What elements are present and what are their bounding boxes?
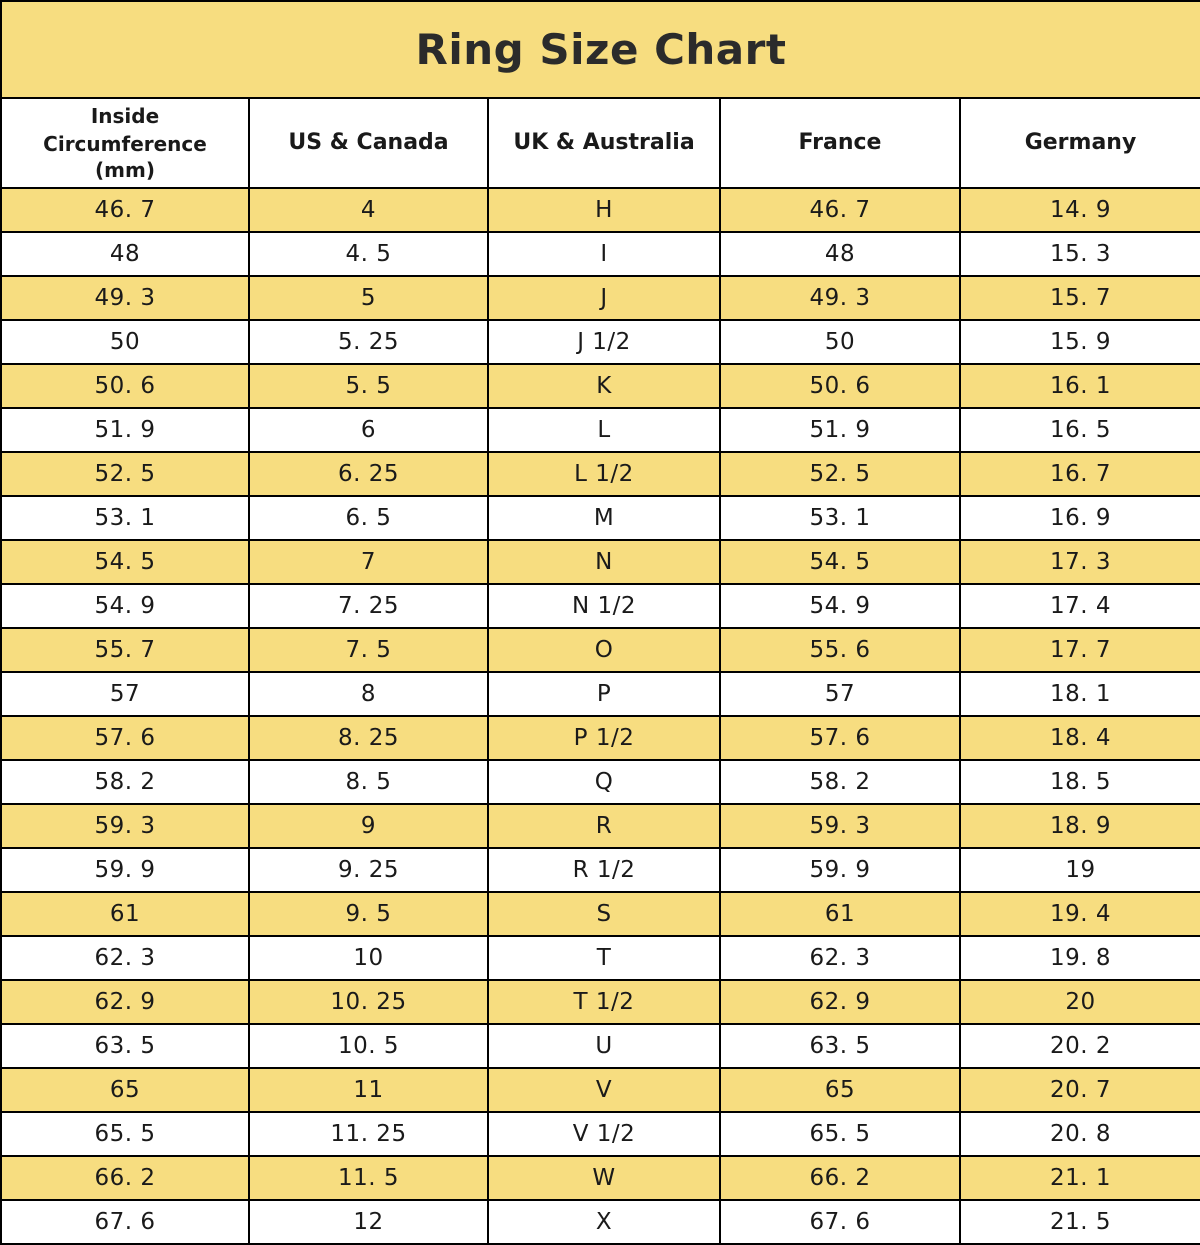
table-row <box>1 892 1200 936</box>
table-cell: 57. 6 <box>1 716 249 760</box>
table-cell: 14. 9 <box>960 188 1200 232</box>
table-cell: 9 <box>249 804 488 848</box>
table-row <box>1 628 1200 672</box>
table-cell: 59. 3 <box>1 804 249 848</box>
table-cell: 50 <box>720 320 960 364</box>
table-cell: 59. 3 <box>720 804 960 848</box>
table-row <box>1 848 1200 892</box>
table-row <box>1 320 1200 364</box>
table-cell: 12 <box>249 1200 488 1244</box>
table-cell: 11 <box>249 1068 488 1112</box>
table-cell: 66. 2 <box>720 1156 960 1200</box>
table-cell: 58. 2 <box>1 760 249 804</box>
table-cell: 19. 4 <box>960 892 1200 936</box>
table-row <box>1 1156 1200 1200</box>
table-cell: 16. 9 <box>960 496 1200 540</box>
table-cell: 57 <box>1 672 249 716</box>
table-cell: 15. 3 <box>960 232 1200 276</box>
column-header-france: France <box>720 98 960 188</box>
table-cell: 65. 5 <box>1 1112 249 1156</box>
table-row <box>1 1112 1200 1156</box>
table-cell: 62. 3 <box>1 936 249 980</box>
table-row <box>1 496 1200 540</box>
table-cell: 10 <box>249 936 488 980</box>
table-cell: 49. 3 <box>720 276 960 320</box>
table-cell: 7. 25 <box>249 584 488 628</box>
column-header-inside-circumference <box>1 98 249 188</box>
table-row <box>1 1068 1200 1112</box>
table-cell: 46. 7 <box>720 188 960 232</box>
column-header-us-canada: US & Canada <box>249 98 488 188</box>
table-cell: V <box>488 1068 720 1112</box>
table-cell: 5. 5 <box>249 364 488 408</box>
table-cell: 61 <box>1 892 249 936</box>
column-header-label: Inside Circumference <box>43 104 207 156</box>
table-cell: 15. 7 <box>960 276 1200 320</box>
table-cell: 62. 9 <box>1 980 249 1024</box>
title-row <box>1 1 1200 98</box>
table-cell: 21. 5 <box>960 1200 1200 1244</box>
table-cell: 51. 9 <box>720 408 960 452</box>
table-cell: 5. 25 <box>249 320 488 364</box>
table-cell: 20. 2 <box>960 1024 1200 1068</box>
table-cell: 15. 9 <box>960 320 1200 364</box>
table-cell: H <box>488 188 720 232</box>
table-cell: L <box>488 408 720 452</box>
table-cell: 17. 4 <box>960 584 1200 628</box>
table-header <box>1 1 1200 98</box>
table-cell: U <box>488 1024 720 1068</box>
table-row <box>1 584 1200 628</box>
table-cell: 57 <box>720 672 960 716</box>
table-cell: 61 <box>720 892 960 936</box>
table-cell: 10. 5 <box>249 1024 488 1068</box>
table-cell: 16. 5 <box>960 408 1200 452</box>
column-header-unit: (mm) <box>95 158 155 182</box>
table-cell: 16. 1 <box>960 364 1200 408</box>
table-cell: 50. 6 <box>1 364 249 408</box>
table-cell: N <box>488 540 720 584</box>
table-cell: 6 <box>249 408 488 452</box>
table-cell: 62. 9 <box>720 980 960 1024</box>
table-cell: 20. 8 <box>960 1112 1200 1156</box>
table-cell: 59. 9 <box>720 848 960 892</box>
table-cell: 20. 7 <box>960 1068 1200 1112</box>
table-cell: 16. 7 <box>960 452 1200 496</box>
table-cell: 20 <box>960 980 1200 1024</box>
table-cell: 9. 5 <box>249 892 488 936</box>
table-cell: V 1/2 <box>488 1112 720 1156</box>
table-cell: J 1/2 <box>488 320 720 364</box>
table-cell: 48 <box>720 232 960 276</box>
table-cell: 11. 5 <box>249 1156 488 1200</box>
table-cell: 63. 5 <box>1 1024 249 1068</box>
column-header-row <box>1 98 1200 188</box>
table-cell: M <box>488 496 720 540</box>
table-cell: 54. 5 <box>1 540 249 584</box>
table-row <box>1 936 1200 980</box>
table-row <box>1 188 1200 232</box>
table-cell: 8. 25 <box>249 716 488 760</box>
table-cell: 57. 6 <box>720 716 960 760</box>
table-cell: J <box>488 276 720 320</box>
table-cell: N 1/2 <box>488 584 720 628</box>
table-cell: 53. 1 <box>720 496 960 540</box>
table-cell: W <box>488 1156 720 1200</box>
table-row <box>1 232 1200 276</box>
page-title: Ring Size Chart <box>1 1 1200 98</box>
table-row <box>1 276 1200 320</box>
table-cell: S <box>488 892 720 936</box>
table-cell: 11. 25 <box>249 1112 488 1156</box>
table-cell: 55. 6 <box>720 628 960 672</box>
table-row <box>1 364 1200 408</box>
table-cell: 52. 5 <box>1 452 249 496</box>
table-row <box>1 980 1200 1024</box>
table-row <box>1 760 1200 804</box>
table-cell: 18. 9 <box>960 804 1200 848</box>
table-cell: X <box>488 1200 720 1244</box>
table-cell: 4 <box>249 188 488 232</box>
table-cell: 18. 5 <box>960 760 1200 804</box>
table-cell: 18. 1 <box>960 672 1200 716</box>
table-cell: 9. 25 <box>249 848 488 892</box>
table-cell: 51. 9 <box>1 408 249 452</box>
table-cell: 54. 5 <box>720 540 960 584</box>
table-cell: L 1/2 <box>488 452 720 496</box>
table-cell: 17. 3 <box>960 540 1200 584</box>
table-cell: 8 <box>249 672 488 716</box>
table-cell: 65. 5 <box>720 1112 960 1156</box>
table-cell: 6. 25 <box>249 452 488 496</box>
table-row <box>1 540 1200 584</box>
table-cell: 67. 6 <box>720 1200 960 1244</box>
table-cell: 48 <box>1 232 249 276</box>
table-cell: 7. 5 <box>249 628 488 672</box>
table-cell: 46. 7 <box>1 188 249 232</box>
table-cell: 58. 2 <box>720 760 960 804</box>
table-cell: P 1/2 <box>488 716 720 760</box>
table-cell: 18. 4 <box>960 716 1200 760</box>
table-cell: I <box>488 232 720 276</box>
column-header-uk-australia: UK & Australia <box>488 98 720 188</box>
table-cell: 10. 25 <box>249 980 488 1024</box>
table-cell: 52. 5 <box>720 452 960 496</box>
table-cell: T 1/2 <box>488 980 720 1024</box>
table-cell: 8. 5 <box>249 760 488 804</box>
table-cell: 19 <box>960 848 1200 892</box>
table-row <box>1 408 1200 452</box>
table-cell: 21. 1 <box>960 1156 1200 1200</box>
table-body <box>1 188 1200 1244</box>
table-cell: 19. 8 <box>960 936 1200 980</box>
table-cell: K <box>488 364 720 408</box>
table-cell: 65 <box>1 1068 249 1112</box>
table-cell: R <box>488 804 720 848</box>
table-cell: O <box>488 628 720 672</box>
table-row <box>1 452 1200 496</box>
table-cell: Q <box>488 760 720 804</box>
table-cell: 5 <box>249 276 488 320</box>
table-cell: 54. 9 <box>1 584 249 628</box>
table-cell: 54. 9 <box>720 584 960 628</box>
table-cell: 55. 7 <box>1 628 249 672</box>
table-cell: 53. 1 <box>1 496 249 540</box>
table-cell: T <box>488 936 720 980</box>
table-cell: 17. 7 <box>960 628 1200 672</box>
table-cell: 6. 5 <box>249 496 488 540</box>
table-cell: 50. 6 <box>720 364 960 408</box>
table-cell: 62. 3 <box>720 936 960 980</box>
table-row <box>1 1024 1200 1068</box>
table-cell: 4. 5 <box>249 232 488 276</box>
table-cell: P <box>488 672 720 716</box>
table-cell: 50 <box>1 320 249 364</box>
table-row <box>1 716 1200 760</box>
column-header-germany: Germany <box>960 98 1200 188</box>
table-cell: 63. 5 <box>720 1024 960 1068</box>
table-cell: 49. 3 <box>1 276 249 320</box>
table-row <box>1 804 1200 848</box>
table-row <box>1 1200 1200 1244</box>
table-cell: 59. 9 <box>1 848 249 892</box>
table-cell: R 1/2 <box>488 848 720 892</box>
table-cell: 67. 6 <box>1 1200 249 1244</box>
table-row <box>1 672 1200 716</box>
table-cell: 66. 2 <box>1 1156 249 1200</box>
table-cell: 65 <box>720 1068 960 1112</box>
table-cell: 7 <box>249 540 488 584</box>
